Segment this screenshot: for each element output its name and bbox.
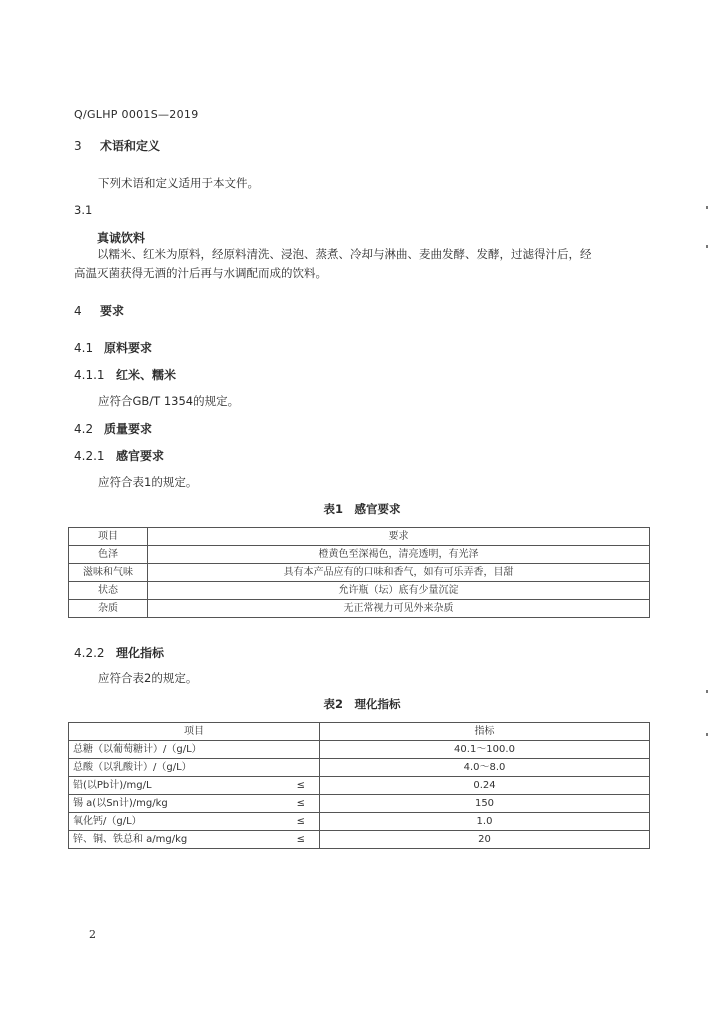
- table-row: [69, 777, 650, 795]
- table-cell: 允许瓶（坛）底有少量沉淀: [148, 582, 650, 600]
- section-3-intro: 下列术语和定义适用于本文件。: [98, 176, 259, 190]
- le-symbol: ≤: [296, 780, 305, 791]
- section-4-2-2-text: 应符合表2的规定。: [98, 671, 198, 685]
- table-row: [69, 741, 650, 759]
- section-title: 术语和定义: [100, 139, 161, 153]
- section-4-heading: [74, 302, 124, 319]
- table-row: [69, 759, 650, 777]
- table-header-cell: 项目: [69, 723, 320, 741]
- table-header-row: [69, 528, 650, 546]
- scan-mark: [706, 733, 708, 736]
- item-text: 锡 a(以Sn计)/mg/kg: [73, 798, 168, 809]
- table-cell-value: 4.0～8.0: [320, 759, 650, 777]
- section-4-1-1-heading: [74, 366, 176, 383]
- table-cell: 橙黄色至深褐色，清亮透明，有光泽: [148, 546, 650, 564]
- table-cell: 滋味和气味: [69, 564, 148, 582]
- section-4-2-2-heading: [74, 644, 164, 661]
- term-title: 真诚饮料: [97, 231, 146, 245]
- table-row: [69, 546, 650, 564]
- table-cell: 无正常视力可见外来杂质: [148, 600, 650, 618]
- section-title: 红米、糯米: [116, 368, 177, 382]
- section-number: 4.1.1: [74, 368, 105, 382]
- section-4-2-heading: [74, 420, 152, 437]
- table2-physicochemical: [68, 722, 650, 849]
- section-title: 理化指标: [116, 646, 165, 660]
- table-row: [69, 600, 650, 618]
- table-row: [69, 582, 650, 600]
- item-text: 总酸（以乳酸计）/（g/L）: [73, 762, 192, 773]
- table-cell-item: [69, 795, 320, 813]
- table-cell-item: [69, 813, 320, 831]
- section-title: 质量要求: [104, 422, 153, 436]
- table-header-cell: 项目: [69, 528, 148, 546]
- scan-mark: [706, 206, 708, 209]
- subsection-3-1-number: 3.1: [74, 203, 93, 217]
- section-number: 4.1: [74, 341, 94, 355]
- page-number: 2: [89, 928, 96, 941]
- table1-sensory: [68, 527, 650, 618]
- section-4-1-1-text: 应符合GB/T 1354的规定。: [98, 394, 240, 408]
- table2-caption: 表2 理化指标: [323, 697, 401, 711]
- table-header-cell: 指标: [320, 723, 650, 741]
- table-header-cell: 要求: [148, 528, 650, 546]
- table-cell: 色泽: [69, 546, 148, 564]
- le-symbol: ≤: [296, 834, 305, 845]
- table-cell-item: [69, 759, 320, 777]
- section-4-2-1-heading: [74, 447, 164, 464]
- item-text: 铅(以Pb计)/mg/L: [73, 780, 152, 791]
- table-row: [69, 831, 650, 849]
- section-title: 感官要求: [116, 449, 165, 463]
- table-cell-value: 150: [320, 795, 650, 813]
- item-text: 总糖（以葡萄糖计）/（g/L）: [73, 744, 202, 755]
- section-number: 4.2.2: [74, 646, 105, 660]
- table-cell-value: 1.0: [320, 813, 650, 831]
- table-cell-item: [69, 741, 320, 759]
- term-definition-line1: 以糯米、红米为原料，经原料清洗、浸泡、蒸煮、冷却与淋曲、麦曲发酵、发酵，过滤得汁后，经: [97, 247, 592, 261]
- item-text: 锌、铜、铁总和 a/mg/kg: [73, 834, 188, 845]
- section-number: 4: [74, 304, 82, 318]
- section-title: 要求: [100, 304, 125, 318]
- section-title: 原料要求: [104, 341, 153, 355]
- table-row: [69, 564, 650, 582]
- standard-code: Q/GLHP 0001S—2019: [74, 108, 199, 121]
- table-row: [69, 813, 650, 831]
- item-text: 氧化钙/（g/L）: [73, 816, 142, 827]
- term-definition-line2: 高温灭菌获得无酒的汁后再与水调配而成的饮料。: [74, 266, 327, 280]
- table1-caption: 表1 感官要求: [323, 502, 401, 516]
- le-symbol: ≤: [296, 816, 305, 827]
- section-4-2-1-text: 应符合表1的规定。: [98, 475, 198, 489]
- table-cell: 状态: [69, 582, 148, 600]
- scan-mark: [706, 245, 708, 248]
- table-cell-item: [69, 831, 320, 849]
- table-cell-value: 40.1～100.0: [320, 741, 650, 759]
- table-cell-value: 0.24: [320, 777, 650, 795]
- table-cell-value: 20: [320, 831, 650, 849]
- table-row: [69, 795, 650, 813]
- table-cell: 具有本产品应有的口味和香气，如有可乐弄香，目甜: [148, 564, 650, 582]
- section-number: 4.2: [74, 422, 94, 436]
- table-cell: 杂质: [69, 600, 148, 618]
- table-header-row: [69, 723, 650, 741]
- table-cell-item: [69, 777, 320, 795]
- section-3-heading: [74, 137, 160, 154]
- scan-mark: [706, 690, 708, 693]
- le-symbol: ≤: [296, 798, 305, 809]
- section-4-1-heading: [74, 339, 152, 356]
- section-number: 3: [74, 139, 82, 153]
- section-number: 4.2.1: [74, 449, 105, 463]
